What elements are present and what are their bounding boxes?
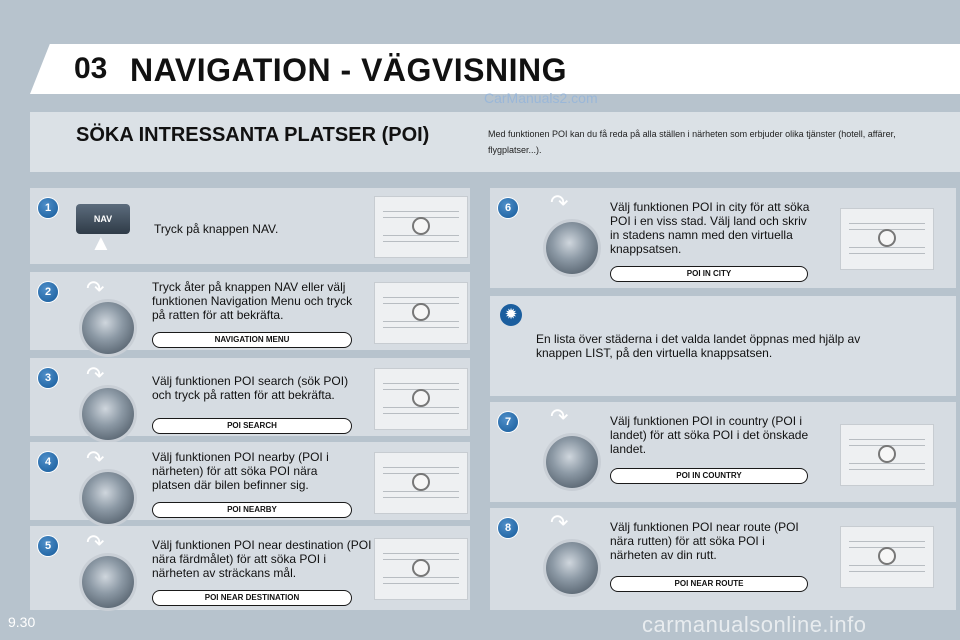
step-number-badge: 3 (38, 368, 58, 388)
radio-panel-image (374, 538, 468, 600)
step-2 (30, 272, 470, 350)
radio-knob-icon (412, 217, 430, 235)
menu-pill: POI SEARCH (152, 418, 352, 434)
control-dial-icon (82, 302, 134, 354)
rotate-arrow-icon: ↷ (86, 530, 105, 555)
step-5 (30, 526, 470, 610)
menu-pill: NAVIGATION MENU (152, 332, 352, 348)
control-dial-icon (546, 542, 598, 594)
radio-knob-icon (412, 389, 430, 407)
step-number-badge: 6 (498, 198, 518, 218)
radio-knob-icon (412, 473, 430, 491)
radio-knob-icon (878, 445, 896, 463)
menu-pill: POI IN COUNTRY (610, 468, 808, 484)
tip-text: En lista över städerna i det valda landet öppnas med hjälp av knappen LIST, på den virtuella knappsatsen. (536, 332, 861, 360)
radio-knob-icon (412, 559, 430, 577)
step-number-badge: 5 (38, 536, 58, 556)
control-dial-icon (546, 436, 598, 488)
radio-knob-icon (878, 229, 896, 247)
intro-text: Med funktionen POI kan du få reda på alla ställen i närheten som erbjuder olika tjänster (hotell, affärer, flygplatser...). (488, 129, 896, 155)
rotate-arrow-icon: ↷ (86, 446, 105, 471)
rotate-arrow-icon: ↷ (86, 362, 105, 387)
radio-panel-image (374, 368, 468, 430)
radio-knob-icon (878, 547, 896, 565)
menu-pill: POI IN CITY (610, 266, 808, 282)
page-title: NAVIGATION - VÄGVISNING (130, 52, 567, 88)
step-1 (30, 188, 470, 264)
watermark-bottom: carmanualsonline.info (642, 612, 867, 637)
radio-panel-image (374, 282, 468, 344)
control-dial-icon (546, 222, 598, 274)
rotate-arrow-icon: ↷ (86, 276, 105, 301)
menu-pill: POI NEAR ROUTE (610, 576, 808, 592)
step-8 (490, 508, 956, 610)
step-text: Välj funktionen POI in country (POI i landet) för att söka POI i det önskade landet. (610, 414, 809, 456)
step-7 (490, 402, 956, 502)
step-number-badge: 4 (38, 452, 58, 472)
step-text: Tryck åter på knappen NAV eller välj funktionen Navigation Menu och tryck på ratten för att bekräfta. (152, 280, 353, 322)
menu-pill: POI NEARBY (152, 502, 352, 518)
step-number-badge: 1 (38, 198, 58, 218)
page-number: 9.30 (8, 614, 36, 630)
rotate-arrow-icon: ↷ (550, 510, 569, 535)
step-number-badge: 7 (498, 412, 518, 432)
control-dial-icon (82, 472, 134, 524)
radio-panel-image (374, 196, 468, 258)
step-text: Välj funktionen POI near route (POI nära rutten) för att söka POI i närheten av din rutt. (610, 520, 799, 562)
step-4 (30, 442, 470, 520)
step-text: Välj funktionen POI nearby (POI i närheten) för att söka POI nära platsen där bilen befinner sig. (152, 450, 329, 492)
step-3 (30, 358, 470, 436)
step-text: Välj funktionen POI in city för att söka POI i en viss stad. Välj land och skriv in stadens namn med den virtuella knappsatsen. (610, 200, 810, 256)
radio-panel-image (840, 424, 934, 486)
step-text: Tryck på knappen NAV. (154, 222, 279, 236)
rotate-arrow-icon: ↷ (550, 404, 569, 429)
radio-panel-image (840, 208, 934, 270)
tip-box (490, 296, 956, 396)
watermark-top: CarManuals2.com (484, 90, 598, 106)
menu-pill: POI NEAR DESTINATION (152, 590, 352, 606)
step-text: Välj funktionen POI search (sök POI) och tryck på ratten för att bekräfta. (152, 374, 349, 402)
chapter-number: 03 (74, 52, 108, 85)
tip-sun-icon: ✹ (500, 304, 522, 326)
radio-panel-image (840, 526, 934, 588)
step-number-badge: 8 (498, 518, 518, 538)
press-arrow-icon: ▲ (90, 230, 112, 255)
section-title: SÖKA INTRESSANTA PLATSER (POI) (76, 124, 430, 146)
radio-panel-image (374, 452, 468, 514)
control-dial-icon (82, 556, 134, 608)
step-text: Välj funktionen POI near destination (POI nära färdmålet) för att söka POI i närheten av sträckans mål. (152, 538, 372, 580)
radio-knob-icon (412, 303, 430, 321)
step-number-badge: 2 (38, 282, 58, 302)
control-dial-icon (82, 388, 134, 440)
rotate-arrow-icon: ↷ (550, 190, 569, 215)
step-6 (490, 188, 956, 288)
nav-key-icon: NAV (76, 204, 130, 234)
